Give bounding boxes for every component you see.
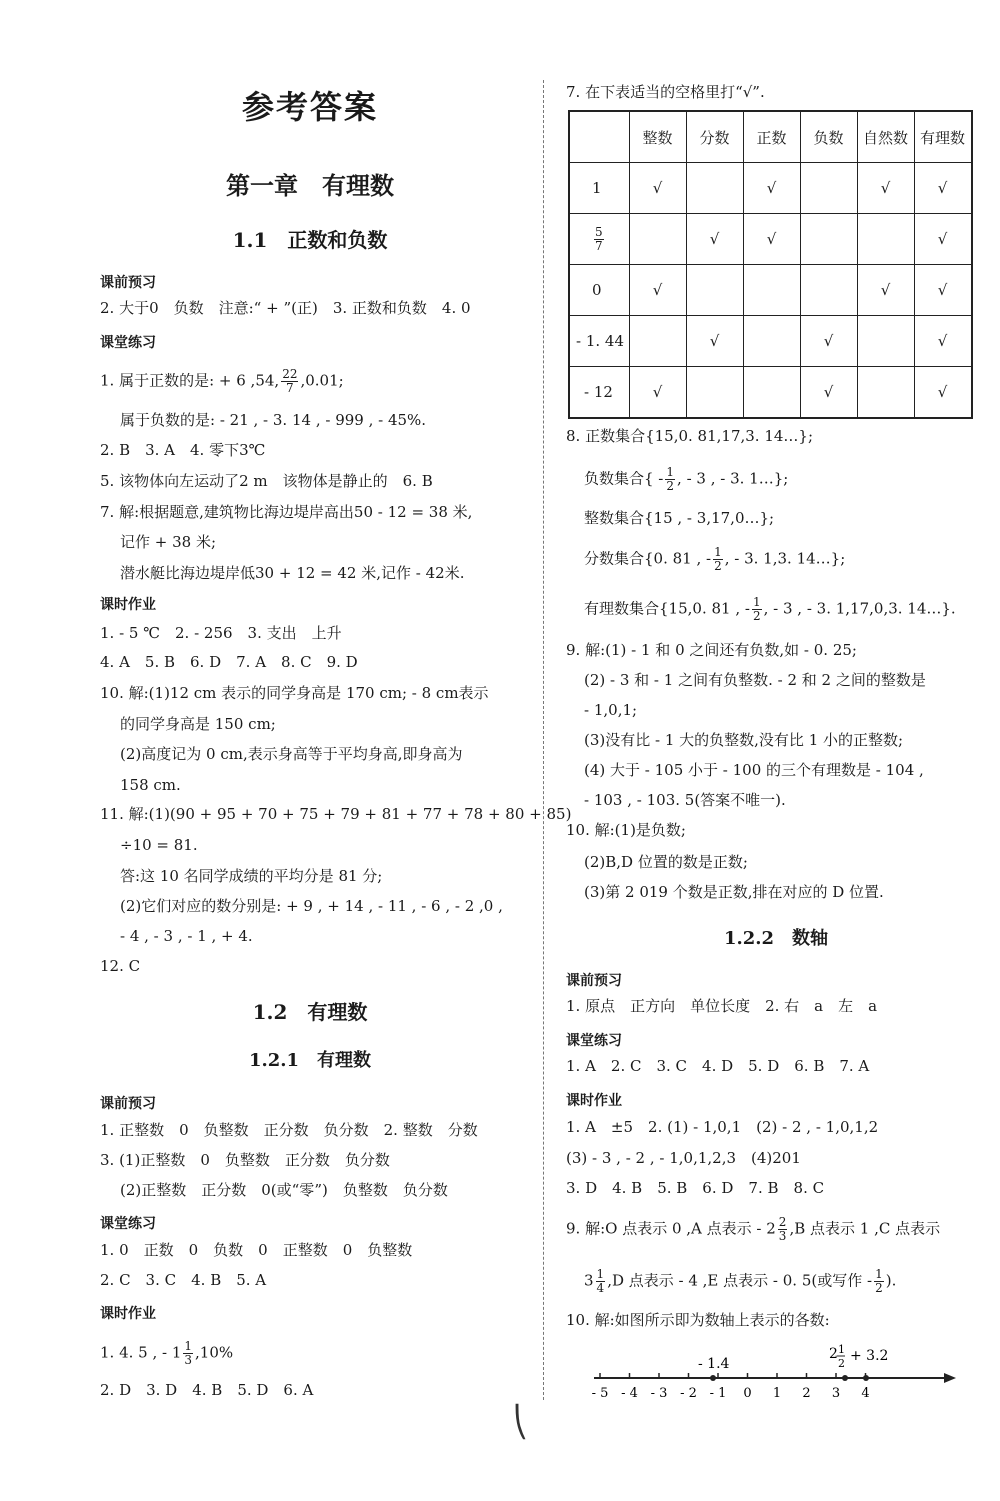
chapter-title: 第一章 有理数	[226, 171, 394, 200]
table-cell	[686, 163, 743, 214]
answer-line: (3)第 2 019 个数是正数,排在对应的 D 位置.	[584, 883, 884, 901]
table-header: 自然数	[857, 111, 914, 163]
table-cell	[857, 214, 914, 265]
answer-line: 2. C 3. C 4. B 5. A	[100, 1271, 267, 1289]
answer-line: 2. 大于0 负数 注意:“ + ”(正) 3. 正数和负数 4. 0	[100, 299, 471, 317]
axis-tick-label: 3	[831, 1386, 841, 1401]
fraction: $\frac{5}{7}$	[595, 224, 603, 253]
column-divider	[543, 80, 544, 1400]
table-cell	[743, 316, 800, 367]
point-3-2	[863, 1375, 869, 1381]
answer-line: - 103 , - 103. 5(答案不唯一).	[584, 791, 786, 809]
table-cell: √	[914, 163, 972, 214]
table-cell	[857, 316, 914, 367]
fraction: $\frac{1}{3}$	[184, 1339, 193, 1367]
table-cell: √	[743, 214, 800, 265]
answer-line: 有理数集合{15,0. 81 , - $\frac{1}{2}$ , - 3 , - 3. 1,17,0,3. 14…}.	[584, 595, 956, 623]
table-header: 分数	[686, 111, 743, 163]
section-label-preview: 课前预习	[566, 973, 622, 989]
answer-line: 2. B 3. A 4. 零下3℃	[100, 441, 266, 459]
answer-line: 10. 解:如图所示即为数轴上表示的各数:	[566, 1311, 830, 1329]
fraction: $\frac{1}{2}$	[875, 1267, 883, 1295]
section-label-class: 课堂练习	[566, 1033, 622, 1049]
section-label-homework: 课时作业	[100, 1306, 156, 1322]
answer-line: 1. 0 正数 0 负数 0 正整数 0 负整数	[100, 1241, 413, 1259]
table-cell: √	[914, 367, 972, 419]
answer-line: 属于负数的是: - 21 , - 3. 14 , - 999 , - 45%.	[120, 411, 427, 429]
table-cell: √	[629, 265, 686, 316]
axis-tick-label: 4	[861, 1386, 870, 1401]
point-neg-1-4	[710, 1375, 716, 1381]
answer-line: 12. C	[100, 957, 141, 975]
table-cell: √	[629, 163, 686, 214]
answer-line: - 1,0,1;	[584, 701, 638, 719]
fraction: $\frac{1}{2}$	[666, 465, 675, 493]
answer-line: 5. 该物体向左运动了2 m 该物体是静止的 6. B	[100, 472, 433, 490]
axis-tick-label: 0	[743, 1386, 752, 1401]
table-cell	[686, 367, 743, 419]
classification-table	[568, 110, 973, 419]
label-neg-1-4: - 1.4	[698, 1356, 730, 1372]
table-cell	[800, 265, 857, 316]
page-title: 参考答案	[241, 88, 378, 126]
answer-line: 2. D 3. D 4. B 5. D 6. A	[100, 1381, 314, 1399]
fraction: $\frac{1}{4}$	[596, 1267, 605, 1295]
answer-line: 3 $\frac{1}{4}$ ,D 点表示 - 4 ,E 点表示 - 0. 5(或写作 - $\frac{1}{2}$ ).	[584, 1267, 897, 1295]
point-2-1-2	[842, 1375, 848, 1381]
section-1-2-1-title: 1.2.1 有理数	[248, 1050, 372, 1071]
answer-line: (2)B,D 位置的数是正数;	[584, 853, 748, 871]
answer-line: (2)它们对应的数分别是: + 9 , + 14 , - 11 , - 6 , - 2 ,0 ,	[120, 897, 503, 915]
table-header: 有理数	[914, 111, 972, 163]
fraction: $\frac{1}{2}$	[752, 595, 761, 623]
table-row	[569, 367, 972, 419]
table-cell	[629, 316, 686, 367]
axis-tick-label: - 2	[680, 1386, 697, 1401]
answer-line: 10. 解:(1)12 cm 表示的同学身高是 170 cm; - 8 cm表示	[100, 684, 489, 702]
answer-line: 的同学身高是 150 cm;	[120, 715, 276, 733]
table-cell	[569, 111, 629, 163]
answer-line: 158 cm.	[120, 776, 181, 794]
table-cell: √	[686, 214, 743, 265]
axis-tick-label: - 5	[591, 1386, 609, 1401]
table-row	[569, 214, 972, 265]
answer-line: 10. 解:(1)是负数;	[566, 821, 686, 839]
section-label-preview: 课前预习	[100, 275, 156, 291]
number-line	[586, 1340, 966, 1410]
axis-tick-label: - 4	[621, 1386, 638, 1401]
answer-line: 9. 解:(1) - 1 和 0 之间还有负数,如 - 0. 25;	[566, 641, 857, 659]
page-mark: ⎝	[513, 1405, 528, 1440]
table-cell	[686, 265, 743, 316]
section-1-2-2-title: 1.2.2 数轴	[723, 928, 829, 949]
row-label	[569, 214, 629, 265]
table-cell: √	[629, 367, 686, 419]
section-1-2-title: 1.2 有理数	[252, 1000, 368, 1024]
answer-line: 负数集合{ - $\frac{1}{2}$ , - 3 , - 3. 1…};	[584, 465, 789, 493]
table-cell	[743, 265, 800, 316]
answer-line: (4) 大于 - 105 小于 - 100 的三个有理数是 - 104 ,	[584, 761, 924, 779]
table-cell: √	[743, 163, 800, 214]
answer-line: - 4 , - 3 , - 1 , + 4.	[120, 927, 253, 945]
answer-line: 8. 正数集合{15,0. 81,17,3. 14…};	[566, 427, 814, 445]
answer-line: 1. A 2. C 3. C 4. D 5. D 6. B 7. A	[566, 1057, 870, 1075]
answer-line: 3. (1)正整数 0 负整数 正分数 负分数	[100, 1151, 390, 1169]
answer-line: (3)没有比 - 1 大的负整数,没有比 1 小的正整数;	[584, 731, 904, 749]
table-cell	[800, 214, 857, 265]
table-cell: √	[857, 163, 914, 214]
answer-line: 1. 原点 正方向 单位长度 2. 右 a 左 a	[566, 997, 878, 1015]
table-header-row	[569, 111, 972, 163]
table-header: 正数	[743, 111, 800, 163]
table-cell: √	[800, 316, 857, 367]
table-cell: √	[800, 367, 857, 419]
row-label: 0	[569, 265, 629, 316]
answer-line: 4. A 5. B 6. D 7. A 8. C 9. D	[100, 653, 358, 671]
answer-line: 整数集合{15 , - 3,17,0…};	[584, 509, 775, 527]
section-label-homework: 课时作业	[100, 597, 156, 613]
table-cell	[743, 367, 800, 419]
answer-line: 1. A ±5 2. (1) - 1,0,1 (2) - 2 , - 1,0,1,2	[566, 1118, 879, 1136]
answer-line: (2)高度记为 0 cm,表示身高等于平均身高,即身高为	[120, 745, 463, 763]
fraction: $\frac{1}{2}$	[714, 545, 722, 573]
table-cell: √	[686, 316, 743, 367]
table-header: 整数	[629, 111, 686, 163]
table-cell: √	[857, 265, 914, 316]
table-cell	[800, 163, 857, 214]
table-header: 负数	[800, 111, 857, 163]
table-cell	[629, 214, 686, 265]
answer-line: 答:这 10 名同学成绩的平均分是 81 分;	[120, 867, 383, 885]
section-label-class: 课堂练习	[100, 335, 156, 351]
section-label-homework: 课时作业	[566, 1093, 622, 1109]
label-2-1-2-num: 1	[838, 1343, 845, 1356]
answer-line: 3. D 4. B 5. B 6. D 7. B 8. C	[566, 1179, 825, 1197]
table-row	[569, 316, 972, 367]
answer-line: 11. 解:(1)(90 + 95 + 70 + 75 + 79 + 81 + 77 + 78 + 80 + 85)	[100, 805, 572, 823]
answer-line: 潜水艇比海边堤岸低30 + 12 = 42 米,记作 - 42米.	[120, 564, 465, 582]
section-label-class: 课堂练习	[100, 1216, 156, 1232]
axis-tick-label: - 1	[709, 1386, 727, 1401]
answer-line: (2) - 3 和 - 1 之间有负整数. - 2 和 2 之间的整数是	[584, 671, 926, 689]
answer-line: 记作 + 38 米;	[120, 533, 217, 551]
row-label: - 1. 44	[569, 316, 629, 367]
label-3-2: + 3.2	[850, 1348, 889, 1364]
answer-line: (3) - 3 , - 2 , - 1,0,1,2,3 (4)201	[566, 1149, 801, 1167]
table-cell: √	[914, 265, 972, 316]
label-2-1-2-int: 2	[829, 1346, 838, 1362]
axis-arrow	[944, 1373, 956, 1383]
answer-line: 1. 4. 5 , - 1 $\frac{1}{3}$ ,10%	[100, 1339, 234, 1367]
fraction: $\frac{22}{7}$	[282, 367, 298, 395]
answer-line: (2)正整数 正分数 0(或“零”) 负整数 负分数	[120, 1181, 448, 1199]
axis-tick-label: 1	[772, 1386, 782, 1401]
table-cell	[857, 367, 914, 419]
question-7: 7. 在下表适当的空格里打“√”.	[566, 83, 765, 101]
row-label: - 12	[569, 367, 629, 419]
fraction: $\frac{2}{3}$	[778, 1215, 787, 1243]
axis-tick-label: 2	[802, 1386, 811, 1401]
answer-line: ÷10 = 81.	[120, 836, 198, 854]
answer-line: 1. 正整数 0 负整数 正分数 负分数 2. 整数 分数	[100, 1121, 478, 1139]
section-1-1-title: 1.1 正数和负数	[232, 228, 388, 252]
answer-line: 分数集合{0. 81 , - $\frac{1}{2}$ , - 3. 1,3. 14…};	[584, 545, 846, 573]
answer-line: 9. 解:O 点表示 0 ,A 点表示 - 2 $\frac{2}{3}$ ,B 点表示 1 ,C 点表示	[566, 1215, 941, 1243]
table-cell: √	[914, 214, 972, 265]
answer-line: 7. 解:根据题意,建筑物比海边堤岸高出50 - 12 = 38 米,	[100, 503, 473, 521]
table-cell: √	[914, 316, 972, 367]
label-2-1-2-den: 2	[838, 1357, 845, 1370]
row-label: 1	[569, 163, 629, 214]
table-row	[569, 265, 972, 316]
answer-line: 1. 属于正数的是: + 6 ,54, $\frac{22}{7}$ ,0.01;	[100, 367, 344, 395]
table-row	[569, 163, 972, 214]
axis-tick-label: - 3	[650, 1386, 668, 1401]
section-label-preview: 课前预习	[100, 1096, 156, 1112]
answer-line: 1. - 5 ℃ 2. - 256 3. 支出 上升	[100, 624, 342, 642]
